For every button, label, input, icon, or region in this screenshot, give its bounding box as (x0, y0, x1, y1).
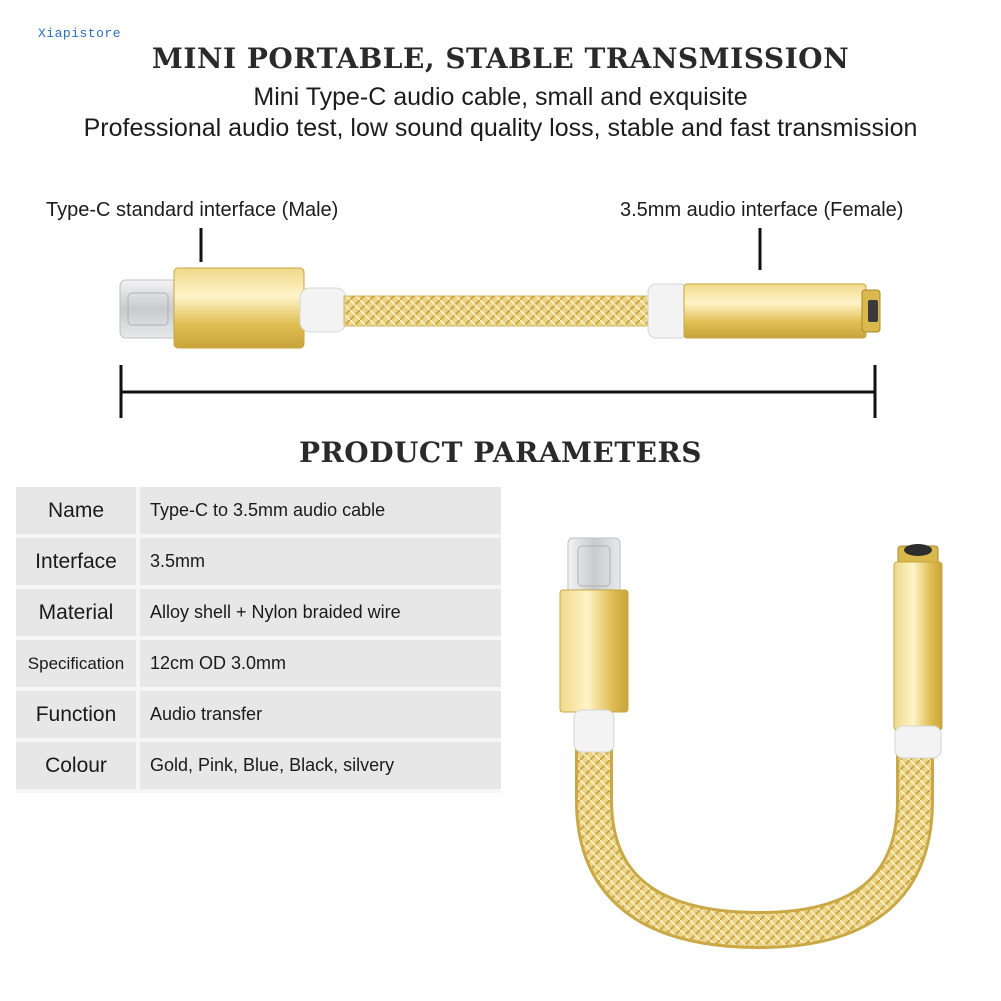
param-value: 3.5mm (140, 538, 501, 589)
table-row (16, 487, 501, 538)
param-key: Interface (16, 538, 140, 589)
param-key: Material (16, 589, 140, 640)
table-row (16, 742, 501, 793)
param-key: Colour (16, 742, 140, 793)
type-c-label: Type-C standard interface (Male) (46, 199, 339, 221)
subline-1: Mini Type-C audio cable, small and exquisite (253, 83, 748, 111)
params-title: PRODUCT PARAMETERS (298, 436, 703, 469)
store-watermark: Xiapistore (38, 26, 122, 41)
param-value: 12cm OD 3.0mm (140, 640, 501, 691)
audio-jack-label: 3.5mm audio interface (Female) (620, 199, 904, 221)
param-value: Type-C to 3.5mm audio cable (140, 487, 501, 538)
param-key: Specification (16, 640, 140, 691)
param-value: Gold, Pink, Blue, Black, silvery (140, 742, 501, 793)
u-cable-image (560, 538, 942, 930)
params-table (16, 487, 501, 793)
table-row (16, 640, 501, 691)
table-row (16, 538, 501, 589)
table-row (16, 589, 501, 640)
param-key: Function (16, 691, 140, 742)
param-value: Audio transfer (140, 691, 501, 742)
table-row (16, 691, 501, 742)
horizontal-cable-image (120, 268, 880, 348)
headline: MINI PORTABLE, STABLE TRANSMISSION (151, 42, 850, 75)
subline-2: Professional audio test, low sound quality loss, stable and fast transmission (83, 114, 918, 142)
param-value: Alloy shell + Nylon braided wire (140, 589, 501, 640)
param-key: Name (16, 487, 140, 538)
length-bracket (121, 365, 875, 418)
